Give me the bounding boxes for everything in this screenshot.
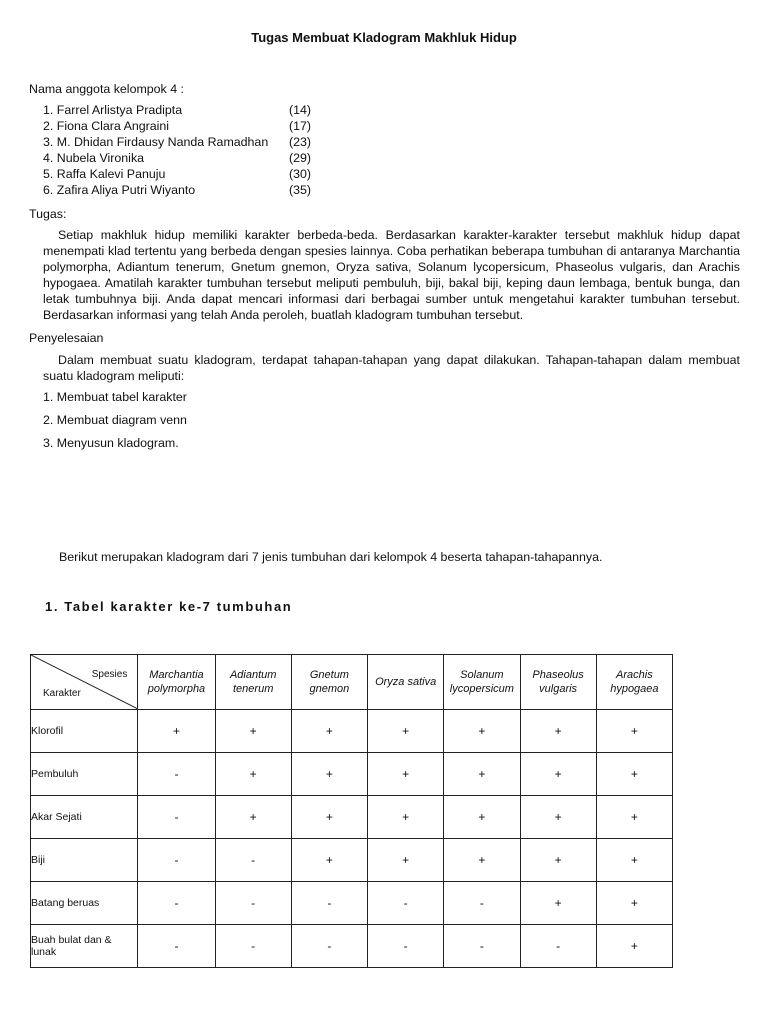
member-number: (30) (289, 167, 312, 181)
table-cell: - (444, 882, 520, 925)
member-number: (23) (289, 135, 312, 149)
table-cell: + (215, 753, 291, 796)
member-name: 3. M. Dhidan Firdausy Nanda Ramadhan (43, 135, 269, 149)
table-row (31, 882, 673, 925)
table-row (31, 925, 673, 968)
table-cell: + (215, 710, 291, 753)
table-cell: - (138, 753, 215, 796)
table-cell: - (291, 925, 367, 968)
species-header: Gnetum gnemon (291, 655, 367, 710)
member-row (43, 150, 343, 166)
table-cell: - (215, 839, 291, 882)
member-name: 2. Fiona Clara Angraini (43, 119, 170, 133)
table-cell: - (368, 882, 444, 925)
member-name: 6. Zafira Aliya Putri Wiyanto (43, 183, 196, 197)
row-label: Biji (31, 839, 138, 882)
row-label: Pembuluh (31, 753, 138, 796)
member-row (43, 166, 343, 182)
table-cell: + (368, 753, 444, 796)
table-cell: + (596, 710, 672, 753)
table-cell: + (596, 925, 672, 968)
table-cell: - (138, 925, 215, 968)
table-row (31, 796, 673, 839)
table-row (31, 839, 673, 882)
table-cell: - (444, 925, 520, 968)
member-row (43, 102, 343, 118)
species-header: Oryza sativa (368, 655, 444, 710)
table-cell: + (596, 839, 672, 882)
table-cell: + (368, 710, 444, 753)
table-cell: + (444, 839, 520, 882)
table-cell: - (138, 796, 215, 839)
table-cell: + (520, 839, 596, 882)
table-cell: + (138, 710, 215, 753)
table-cell: + (520, 710, 596, 753)
species-header: Marchantia polymorpha (138, 655, 215, 710)
table-cell: + (596, 796, 672, 839)
table-row (31, 710, 673, 753)
member-number: (29) (289, 151, 312, 165)
table-cell: - (215, 925, 291, 968)
table-cell: + (368, 839, 444, 882)
member-number: (14) (289, 103, 312, 117)
table-cell: - (138, 839, 215, 882)
tugas-paragraph: Setiap makhluk hidup memiliki karakter berbeda-beda. Berdasarkan karakter-karakter tersebut makhluk hidup dapat menempati klad tertentu yang berbeda dengan spesies lainnya. Coba perhatikan beberapa tumbuhan di antaranya Marchantia polymorpha, Adiantum tenerum, Gnetum gnemon, Oryza sativa, Solanum lycopersicum, Phaseolus vulgaris, dan Arachis hypogaea. Amatilah karakter tumbuhan tersebut meliputi pembuluh, biji, bakal biji, keping daun lembaga, bentuk bunga, dan letak tumbuhnya biji. Anda dapat mencari informasi dari berbagai sumber untuk mengetahui karakter tumbuhan tersebut. Berdasarkan informasi yang telah Anda peroleh, buatlah kladogram tumbuhan tersebut. (43, 228, 740, 322)
table-cell: + (291, 753, 367, 796)
tugas-label: Tugas: (29, 207, 67, 221)
table-cell: + (444, 710, 520, 753)
table-cell: + (291, 839, 367, 882)
species-header: Adiantum tenerum (215, 655, 291, 710)
row-label: Batang beruas (31, 882, 138, 925)
table-cell: + (215, 796, 291, 839)
table-cell: + (520, 882, 596, 925)
members-list (43, 102, 343, 198)
table-cell: - (520, 925, 596, 968)
table-cell: + (596, 882, 672, 925)
member-name: 4. Nubela Vironika (43, 151, 145, 165)
table-cell: - (215, 882, 291, 925)
table-cell: + (520, 753, 596, 796)
character-table (30, 654, 673, 968)
member-number: (17) (289, 119, 312, 133)
table-header-row (31, 655, 673, 710)
step-item: 3. Menyusun kladogram. (43, 436, 179, 450)
table-cell: - (368, 925, 444, 968)
member-name: 5. Raffa Kalevi Panuju (43, 167, 166, 181)
table-cell: + (291, 796, 367, 839)
member-row (43, 182, 343, 198)
table-cell: + (368, 796, 444, 839)
corner-species-label: Spesies (91, 669, 128, 680)
species-header: Solanum lycopersicum (444, 655, 520, 710)
penyelesaian-paragraph: Dalam membuat suatu kladogram, terdapat tahapan-tahapan yang dapat dilakukan. Tahapan-tahapan dalam membuat suatu kladogram meliputi: (43, 353, 740, 383)
step-item: 1. Membuat tabel karakter (43, 390, 187, 404)
species-header: Phaseolus vulgaris (520, 655, 596, 710)
table-cell: + (596, 753, 672, 796)
member-name: 1. Farrel Arlistya Pradipta (43, 103, 183, 117)
intro-text: Berikut merupakan kladogram dari 7 jenis tumbuhan dari kelompok 4 beserta tahapan-tahapannya. (59, 550, 603, 564)
member-row (43, 118, 343, 134)
member-row (43, 134, 343, 150)
table-cell: + (520, 796, 596, 839)
row-label: Akar Sejati (31, 796, 138, 839)
section-title: 1. Tabel karakter ke-7 tumbuhan (45, 599, 293, 614)
table-body (31, 710, 673, 968)
penyelesaian-label: Penyelesaian (29, 331, 104, 345)
table-cell: + (444, 796, 520, 839)
document-title: Tugas Membuat Kladogram Makhluk Hidup (251, 30, 517, 45)
row-label: Klorofil (31, 710, 138, 753)
table-corner-cell (31, 655, 138, 710)
table-row (31, 753, 673, 796)
corner-karakter-label: Karakter (43, 688, 81, 699)
table-cell: + (444, 753, 520, 796)
table-cell: - (291, 882, 367, 925)
species-header: Arachis hypogaea (596, 655, 672, 710)
table-cell: - (138, 882, 215, 925)
step-item: 2. Membuat diagram venn (43, 413, 187, 427)
table-cell: + (291, 710, 367, 753)
members-label: Nama anggota kelompok 4 : (29, 82, 184, 96)
member-number: (35) (289, 183, 312, 197)
row-label: Buah bulat dan & lunak (31, 925, 138, 968)
